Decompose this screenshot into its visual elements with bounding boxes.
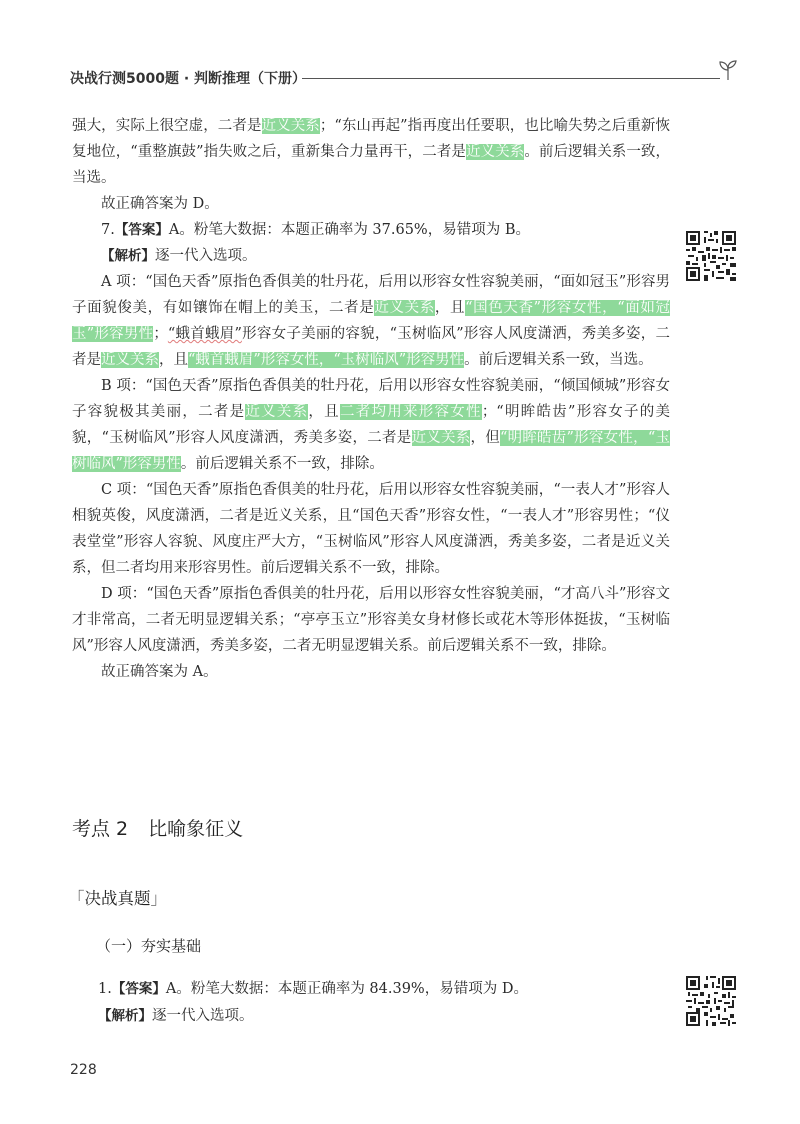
section-label: 考点 2 <box>72 818 129 840</box>
sprout-icon <box>716 58 740 82</box>
highlight-near-synonym: 近义关系 <box>245 404 309 420</box>
paragraph-continuation <box>72 113 670 191</box>
highlight-key-phrase: “明眸皓齿”形容女性，“玉树临风”形容男性 <box>72 430 671 472</box>
bracket-open: 「 <box>68 889 85 908</box>
text-span: 。前后逻辑关系一致，当选。 <box>72 144 671 186</box>
bracket-close: 」 <box>150 889 167 908</box>
page-number: 228 <box>70 1062 97 1078</box>
text-span: ；“明眸皓齿”形容女子的美貌，“玉树临风”形容人风度潇洒，秀美多姿，二者是 <box>72 404 671 446</box>
analysis-text: 逐一代入选项。 <box>152 1008 254 1024</box>
analysis-label: 【解析】 <box>101 248 155 264</box>
question-1-analysis <box>98 1003 670 1030</box>
highlight-key-phrase: 二者均用来形容女性 <box>339 404 482 420</box>
analysis-text: 逐一代入选项。 <box>155 248 257 264</box>
subsection-name: 决战真题 <box>84 889 151 908</box>
text-span: B 项：“国色天香”原指色香俱美的牡丹花，后用以形容女性容貌美丽，“倾国倾城”形容女子容貌极其美丽，二者是 <box>72 378 670 420</box>
text-span: A 项：“国色天香”原指色香俱美的牡丹花，后用以形容女性容貌美丽，“面如冠玉”形容男子面貌俊美，有如镶饰在帽上的美玉，二者是 <box>72 274 670 316</box>
highlight-near-synonym: 近义关系 <box>466 144 525 160</box>
qr-code-icon <box>686 231 736 281</box>
text-span: 强大，实际上很空虚，二者是 <box>72 118 262 134</box>
highlight-near-synonym: 近义关系 <box>411 430 471 446</box>
qr-code-icon <box>686 976 736 1026</box>
wavy-underline-phrase: “蛾首蛾眉” <box>167 326 242 342</box>
option-d-explanation: D 项：“国色天香”原指色香俱美的牡丹花，后用以形容女性容貌美丽，“才高八斗”形容文才非常高，二者无明显逻辑关系；“亭亭玉立”形容美女身材修长或花木等形体挺拔，“玉树临风”形容人风度潇洒，秀美多姿，二者无明显逻辑关系。前后逻辑关系不一致，排除。 <box>72 586 670 654</box>
highlight-key-phrase: “国色天香”形容女性，“面如冠玉”形容男性 <box>72 300 671 342</box>
paragraph-answer-d: 故正确答案为 D。 <box>101 196 219 212</box>
text-span: ，且 <box>308 404 340 420</box>
header-rule <box>302 78 720 79</box>
highlight-near-synonym: 近义关系 <box>374 300 435 316</box>
option-b-explanation <box>72 373 670 477</box>
section-title <box>72 814 243 841</box>
question-7-analysis <box>72 243 670 269</box>
answer-explanation-body <box>72 113 670 685</box>
question-1-block <box>98 976 670 1030</box>
answer-label: 【答案】 <box>111 981 166 997</box>
text-span: ，且 <box>434 300 466 316</box>
highlight-key-phrase: “蛾首蛾眉”形容女性，“玉树临风”形容男性 <box>188 352 465 368</box>
paragraph-answer-a: 故正确答案为 A。 <box>101 664 218 680</box>
text-span: ；“东山再起”指再度出任要职，也比喻失势之后重新恢复地位，“重整旗鼓”指失败之后，重新集合力量再干，二者是 <box>72 118 671 160</box>
text-span: 。前后逻辑关系一致，当选。 <box>464 352 653 368</box>
subsection-title <box>68 885 167 909</box>
text-span: ； <box>153 326 168 342</box>
option-a-explanation <box>72 269 670 373</box>
analysis-label: 【解析】 <box>98 1008 152 1024</box>
answer-text: A。粉笔大数据：本题正确率为 37.65%，易错项为 B。 <box>168 222 530 238</box>
answer-label: 【答案】 <box>114 222 169 238</box>
section-name: 比喻象征义 <box>148 818 244 840</box>
running-header <box>70 58 740 88</box>
question-number: 7. <box>101 222 115 238</box>
question-number: 1. <box>98 981 112 997</box>
answer-text: A。粉笔大数据：本题正确率为 84.39%，易错项为 D。 <box>165 981 528 997</box>
question-1-answer <box>98 976 670 1003</box>
option-c-explanation: C 项：“国色天香”原指色香俱美的牡丹花，后用以形容女性容貌美丽，“一表人才”形容人相貌英俊，风度潇洒，二者是近义关系，且“国色天香”形容女性，“一表人才”形容男性；“仪表堂堂”形容人容貌、风度庄严大方，“玉树临风”形容人风度潇洒，秀美多姿，二者是近义关系，但二者均用来形容男性。前后逻辑关系不一致，排除。 <box>72 482 670 576</box>
highlight-near-synonym: 近义关系 <box>261 118 320 134</box>
question-7-answer <box>72 217 670 243</box>
level3-heading: （一）夯实基础 <box>96 937 202 955</box>
text-span: ，但 <box>470 430 500 446</box>
header-title: 决战行测5000题 · 判断推理（下册） <box>70 71 307 87</box>
text-span: 。前后逻辑关系不一致，排除。 <box>180 456 384 472</box>
highlight-near-synonym: 近义关系 <box>101 352 159 368</box>
text-span: ，且 <box>159 352 188 368</box>
text-span: 形容女子美丽的容貌，“玉树临风”形容人风度潇洒，秀美多姿，二者是 <box>72 326 671 368</box>
